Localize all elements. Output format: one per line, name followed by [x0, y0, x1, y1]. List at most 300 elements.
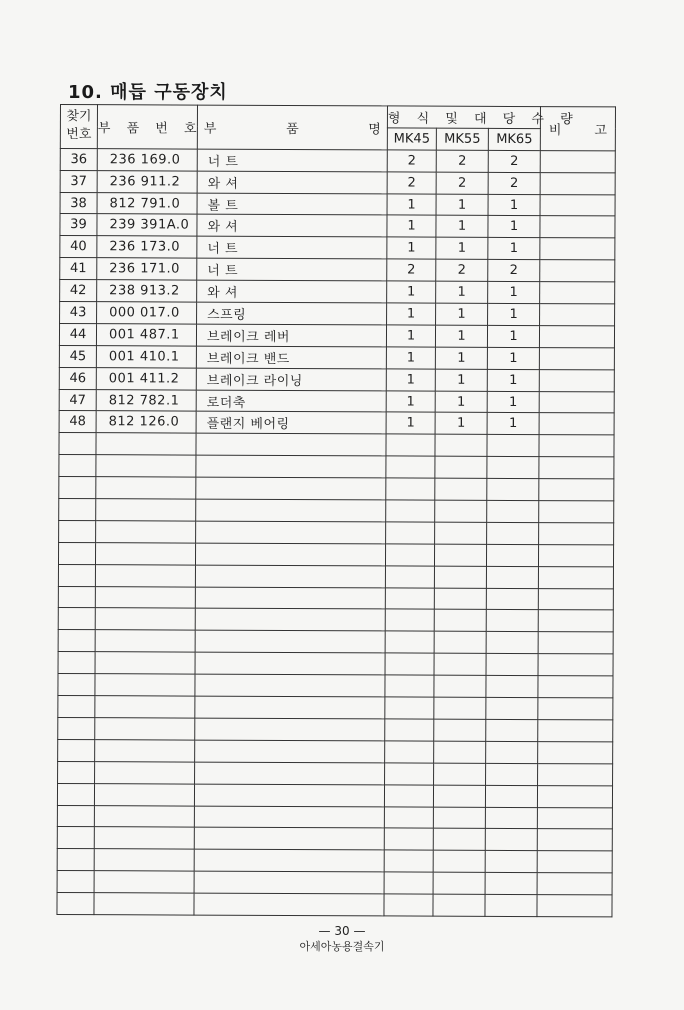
qty-mk65-cell — [486, 676, 538, 698]
part-number-cell: 238 913.2 — [97, 280, 197, 302]
qty-mk55-cell: 1 — [436, 216, 488, 238]
qty-mk65-cell — [487, 435, 539, 457]
part-name-cell: 플랜지 베어링 — [196, 412, 386, 435]
find-number-cell — [58, 586, 95, 608]
find-number-cell — [58, 696, 95, 718]
part-name-cell — [195, 674, 385, 697]
qty-mk45-cell: 1 — [387, 281, 436, 303]
parts-table-body — [57, 148, 615, 917]
find-number-cell — [57, 827, 94, 849]
remark-cell — [538, 676, 613, 698]
find-number-cell — [57, 849, 94, 871]
empty-table-row — [59, 520, 614, 544]
company-name: 아세아농용결속기 — [299, 940, 385, 953]
remark-cell — [539, 326, 614, 348]
qty-mk65-cell: 1 — [487, 325, 539, 347]
part-name-cell — [195, 652, 385, 675]
remark-cell — [540, 172, 615, 194]
table-row — [60, 280, 615, 304]
qty-mk65-cell: 1 — [488, 303, 540, 325]
header-row-1 — [60, 105, 615, 129]
part-name-cell: 로더축 — [196, 390, 386, 413]
qty-mk65-cell: 1 — [487, 369, 539, 391]
part-name-cell: 와 셔 — [197, 171, 387, 194]
find-number-cell: 39 — [60, 214, 97, 236]
part-number-cell — [95, 761, 195, 783]
qty-mk55-cell: 1 — [436, 237, 488, 259]
qty-mk45-cell — [386, 522, 435, 544]
part-number-cell — [96, 433, 196, 455]
remark-cell — [539, 457, 614, 479]
part-name-header — [197, 105, 387, 150]
part-name-cell — [194, 784, 384, 807]
qty-mk55-cell: 1 — [436, 194, 488, 216]
find-number-cell: 41 — [60, 258, 97, 280]
empty-table-row — [57, 871, 612, 895]
part-number-cell — [95, 652, 195, 674]
qty-mk65-cell — [486, 544, 538, 566]
qty-mk65-cell — [487, 500, 539, 522]
part-name-cell — [195, 696, 385, 719]
find-number-cell — [58, 564, 95, 586]
remark-cell — [538, 698, 613, 720]
part-number-cell — [94, 805, 194, 827]
part-number-cell: 236 173.0 — [97, 236, 197, 258]
part-number-cell: 001 487.1 — [96, 324, 196, 346]
qty-mk65-cell: 1 — [488, 216, 540, 238]
qty-mk55-cell: 2 — [436, 150, 488, 172]
qty-mk45-cell — [385, 631, 434, 653]
empty-table-row — [57, 805, 612, 829]
part-name-cell — [194, 806, 384, 829]
qty-mk55-cell — [435, 500, 487, 522]
qty-mk55-cell — [433, 872, 485, 894]
qty-mk45-cell — [384, 850, 433, 872]
part-name-cell — [196, 521, 386, 544]
qty-mk45-cell — [385, 697, 434, 719]
qty-mk65-cell — [487, 457, 539, 479]
find-number-cell: 45 — [59, 345, 96, 367]
empty-table-row — [59, 499, 614, 523]
table-row — [59, 323, 614, 347]
part-name-cell: 브레이크 레버 — [196, 324, 386, 347]
remark-cell — [540, 304, 615, 326]
empty-table-row — [58, 717, 613, 741]
part-name-cell — [195, 587, 385, 610]
find-number-header-line2: 번호 — [66, 127, 92, 143]
empty-table-row — [57, 893, 612, 917]
qty-mk45-cell: 1 — [386, 325, 435, 347]
qty-mk65-cell — [485, 873, 537, 895]
qty-mk55-cell — [434, 632, 486, 654]
part-name-cell — [194, 827, 384, 850]
part-number-cell: 812 791.0 — [97, 192, 197, 214]
qty-mk45-cell: 2 — [387, 150, 436, 172]
remark-cell — [539, 479, 614, 501]
qty-mk45-cell: 2 — [387, 259, 436, 281]
qty-mk55-cell: 1 — [435, 347, 487, 369]
qty-mk65-cell: 1 — [488, 238, 540, 260]
empty-table-row — [58, 586, 613, 610]
table-row — [60, 192, 615, 216]
find-number-cell: 46 — [59, 367, 96, 389]
part-number-cell: 812 126.0 — [96, 411, 196, 433]
qty-mk65-cell: 2 — [488, 172, 540, 194]
remark-header-right: 고 — [594, 123, 607, 139]
qty-mk65-cell: 1 — [487, 413, 539, 435]
remark-cell — [538, 588, 613, 610]
remark-cell — [540, 282, 615, 304]
part-number-cell — [95, 674, 195, 696]
qty-mk65-cell — [487, 522, 539, 544]
part-name-cell: 너 트 — [197, 149, 387, 172]
remark-cell — [539, 523, 614, 545]
table-row — [60, 170, 615, 194]
qty-mk45-cell — [384, 806, 433, 828]
empty-table-row — [58, 696, 613, 720]
part-number-cell: 001 411.2 — [96, 367, 196, 389]
find-number-cell — [58, 717, 95, 739]
qty-mk45-cell — [386, 456, 435, 478]
table-row — [60, 148, 615, 172]
part-number-cell — [95, 739, 195, 761]
qty-mk45-cell — [385, 675, 434, 697]
find-number-cell: 40 — [60, 236, 97, 258]
remark-cell — [538, 566, 613, 588]
part-number-cell — [95, 608, 195, 630]
table-row — [60, 214, 615, 238]
part-name-cell: 브레이크 밴드 — [196, 346, 386, 369]
remark-cell — [537, 829, 612, 851]
qty-mk55-cell — [435, 456, 487, 478]
part-name-cell: 와 셔 — [197, 280, 387, 303]
part-number-cell: 001 410.1 — [96, 345, 196, 367]
qty-mk55-cell — [435, 434, 487, 456]
empty-table-row — [57, 783, 612, 807]
empty-table-row — [58, 564, 613, 588]
part-name-header-left: 부 — [203, 121, 217, 137]
find-number-cell: 42 — [60, 280, 97, 302]
find-number-cell: 47 — [59, 389, 96, 411]
remark-cell — [539, 347, 614, 369]
part-number-cell — [96, 455, 196, 477]
part-number-cell — [96, 521, 196, 543]
qty-mk45-cell — [386, 434, 435, 456]
part-name-cell — [196, 433, 386, 456]
parts-table — [56, 104, 616, 917]
part-name-cell: 너 트 — [197, 236, 387, 259]
part-number-cell — [95, 718, 195, 740]
empty-table-row — [59, 433, 614, 457]
part-name-cell — [195, 543, 385, 566]
model-header-mk45: MK45 — [387, 128, 436, 150]
qty-mk45-cell: 1 — [386, 412, 435, 434]
qty-mk45-cell — [385, 741, 434, 763]
remark-cell — [537, 895, 612, 917]
remark-cell — [539, 435, 614, 457]
part-name-cell — [196, 455, 386, 478]
qty-mk45-cell: 2 — [387, 172, 436, 194]
qty-mk45-cell: 1 — [386, 369, 435, 391]
qty-mk45-cell — [384, 785, 433, 807]
empty-table-row — [58, 761, 613, 785]
find-number-cell: 37 — [60, 170, 97, 192]
part-number-cell — [96, 477, 196, 499]
remark-cell — [537, 807, 612, 829]
qty-mk65-cell — [486, 610, 538, 632]
qty-mk65-cell — [486, 741, 538, 763]
qty-mk65-cell: 1 — [487, 347, 539, 369]
find-number-cell — [57, 783, 94, 805]
find-number-cell — [58, 761, 95, 783]
qty-mk55-cell: 1 — [435, 325, 487, 347]
part-name-cell — [194, 849, 384, 872]
empty-table-row — [58, 674, 613, 698]
part-number-cell — [94, 827, 194, 849]
remark-cell — [539, 369, 614, 391]
qty-mk45-cell: 1 — [387, 215, 436, 237]
qty-mk65-cell — [486, 697, 538, 719]
qty-mk45-cell — [385, 609, 434, 631]
empty-table-row — [59, 455, 614, 479]
part-name-cell — [195, 740, 385, 763]
qty-mk45-cell — [384, 894, 433, 916]
find-number-cell — [58, 608, 95, 630]
table-row — [60, 236, 615, 260]
table-row — [60, 302, 615, 326]
empty-table-row — [58, 542, 613, 566]
find-number-header-line1: 찾기 — [66, 109, 92, 125]
part-number-cell: 236 911.2 — [97, 170, 197, 192]
qty-mk55-cell: 1 — [435, 369, 487, 391]
empty-table-row — [59, 477, 614, 501]
qty-mk65-cell: 1 — [488, 281, 540, 303]
find-number-header — [60, 105, 97, 149]
qty-mk65-cell — [486, 566, 538, 588]
part-number-cell: 239 391A.0 — [97, 214, 197, 236]
remark-cell — [540, 216, 615, 238]
remark-cell — [537, 851, 612, 873]
qty-mk45-cell — [385, 763, 434, 785]
part-name-cell — [194, 893, 384, 916]
part-number-cell: 812 782.1 — [96, 389, 196, 411]
part-name-cell — [195, 609, 385, 632]
remark-cell — [539, 501, 614, 523]
find-number-cell — [58, 652, 95, 674]
part-number-cell — [95, 564, 195, 586]
part-name-cell: 브레이크 라이닝 — [196, 368, 386, 391]
part-name-cell — [195, 762, 385, 785]
qty-mk45-cell: 1 — [387, 237, 436, 259]
qty-mk55-cell — [434, 653, 486, 675]
qty-mk45-cell — [385, 566, 434, 588]
qty-mk55-cell — [433, 807, 485, 829]
qty-mk65-cell: 1 — [487, 391, 539, 413]
part-name-cell: 볼 트 — [197, 193, 387, 216]
part-name-cell: 와 셔 — [197, 215, 387, 238]
qty-mk45-cell — [384, 828, 433, 850]
empty-table-row — [58, 652, 613, 676]
qty-mk55-cell — [435, 478, 487, 500]
qty-mk55-cell — [435, 522, 487, 544]
part-name-cell — [196, 477, 386, 500]
qty-mk65-cell — [487, 479, 539, 501]
part-name-cell: 너 트 — [197, 258, 387, 281]
qty-mk65-cell — [485, 785, 537, 807]
remark-cell — [537, 785, 612, 807]
remark-cell — [539, 413, 614, 435]
remark-cell — [539, 391, 614, 413]
qty-mk55-cell — [433, 894, 485, 916]
empty-table-row — [57, 827, 612, 851]
qty-mk55-cell: 1 — [436, 303, 488, 325]
page-title: 10. 매듭 구동장치 — [68, 82, 228, 103]
qty-mk55-cell — [434, 675, 486, 697]
find-number-cell — [59, 455, 96, 477]
qty-mk65-cell: 1 — [488, 194, 540, 216]
find-number-cell: 38 — [60, 192, 97, 214]
find-number-cell — [58, 630, 95, 652]
remark-cell — [538, 720, 613, 742]
qty-mk55-cell — [433, 785, 485, 807]
qty-mk55-cell — [433, 829, 485, 851]
table-row — [59, 411, 614, 435]
part-name-cell — [195, 630, 385, 653]
qty-mk55-cell — [434, 588, 486, 610]
part-number-header: 부 품 번 호 — [97, 105, 197, 149]
part-name-cell — [194, 871, 384, 894]
part-number-cell — [94, 849, 194, 871]
qty-mk65-cell — [485, 807, 537, 829]
qty-mk55-cell — [434, 741, 486, 763]
find-number-cell: 48 — [59, 411, 96, 433]
qty-mk55-cell: 2 — [436, 259, 488, 281]
qty-mk55-cell — [434, 610, 486, 632]
part-name-cell — [195, 565, 385, 588]
qty-mk45-cell: 1 — [386, 391, 435, 413]
qty-mk45-cell — [385, 653, 434, 675]
qty-mk65-cell — [486, 632, 538, 654]
table-row — [60, 258, 615, 282]
qty-mk65-cell — [486, 654, 538, 676]
find-number-cell: 44 — [59, 323, 96, 345]
qty-mk65-cell — [486, 588, 538, 610]
model-header-mk65: MK65 — [488, 128, 540, 150]
qty-mk45-cell — [385, 544, 434, 566]
remark-cell — [540, 238, 615, 260]
qty-mk45-cell: 1 — [387, 193, 436, 215]
remark-cell — [538, 763, 613, 785]
find-number-cell — [57, 871, 94, 893]
part-name-header-right: 명 — [368, 122, 381, 138]
empty-table-row — [58, 739, 613, 763]
qty-mk65-cell — [486, 719, 538, 741]
find-number-cell — [59, 499, 96, 521]
find-number-cell — [59, 520, 96, 542]
qty-mk45-cell — [385, 719, 434, 741]
find-number-cell: 36 — [60, 148, 97, 170]
part-number-cell — [94, 783, 194, 805]
empty-table-row — [57, 849, 612, 873]
find-number-cell — [58, 542, 95, 564]
qty-mk45-cell — [386, 478, 435, 500]
quantity-group-header: 형 식 및 대 당 수 량 — [387, 106, 540, 129]
find-number-cell — [59, 433, 96, 455]
table-row — [59, 389, 614, 413]
find-number-cell — [58, 674, 95, 696]
part-number-cell — [94, 893, 194, 915]
remark-cell — [538, 632, 613, 654]
qty-mk55-cell: 1 — [435, 391, 487, 413]
qty-mk45-cell: 1 — [387, 303, 436, 325]
part-number-cell: 236 169.0 — [97, 148, 197, 170]
remark-cell — [538, 610, 613, 632]
table-row — [59, 345, 614, 369]
part-name-cell — [196, 499, 386, 522]
remark-cell — [539, 544, 614, 566]
qty-mk65-cell — [485, 829, 537, 851]
part-name-cell: 스프링 — [197, 302, 387, 325]
part-number-cell — [95, 630, 195, 652]
page-number: — 30 — — [318, 924, 366, 938]
qty-mk55-cell: 1 — [435, 413, 487, 435]
find-number-cell: 43 — [60, 302, 97, 324]
part-number-cell — [94, 871, 194, 893]
model-header-mk55: MK55 — [436, 128, 488, 150]
qty-mk65-cell: 2 — [488, 150, 540, 172]
remark-cell — [537, 873, 612, 895]
part-number-cell: 000 017.0 — [97, 302, 197, 324]
remark-cell — [540, 150, 615, 172]
table-row — [59, 367, 614, 391]
remark-cell — [538, 654, 613, 676]
qty-mk55-cell — [434, 566, 486, 588]
qty-mk45-cell — [384, 872, 433, 894]
part-number-cell — [95, 542, 195, 564]
qty-mk55-cell: 1 — [436, 281, 488, 303]
remark-cell — [540, 194, 615, 216]
qty-mk65-cell — [486, 763, 538, 785]
qty-mk65-cell — [485, 851, 537, 873]
qty-mk55-cell — [434, 763, 486, 785]
find-number-cell — [58, 739, 95, 761]
qty-mk55-cell — [434, 719, 486, 741]
qty-mk45-cell — [386, 500, 435, 522]
part-number-cell — [96, 499, 196, 521]
qty-mk55-cell: 2 — [436, 172, 488, 194]
part-name-header-mid: 품 — [286, 121, 299, 137]
remark-cell — [540, 260, 615, 282]
qty-mk65-cell — [485, 894, 537, 916]
find-number-cell — [59, 477, 96, 499]
find-number-cell — [57, 805, 94, 827]
remark-cell — [538, 741, 613, 763]
qty-mk55-cell — [434, 544, 486, 566]
qty-mk45-cell: 1 — [386, 347, 435, 369]
remark-header-left: 비 — [548, 123, 562, 139]
part-number-cell — [95, 586, 195, 608]
part-number-cell — [95, 696, 195, 718]
part-number-cell: 236 171.0 — [97, 258, 197, 280]
empty-table-row — [58, 608, 613, 632]
empty-table-row — [58, 630, 613, 654]
qty-mk55-cell — [433, 850, 485, 872]
part-name-cell — [195, 718, 385, 741]
qty-mk55-cell — [434, 697, 486, 719]
qty-mk65-cell: 2 — [488, 260, 540, 282]
find-number-cell — [57, 893, 94, 915]
qty-mk45-cell — [385, 588, 434, 610]
